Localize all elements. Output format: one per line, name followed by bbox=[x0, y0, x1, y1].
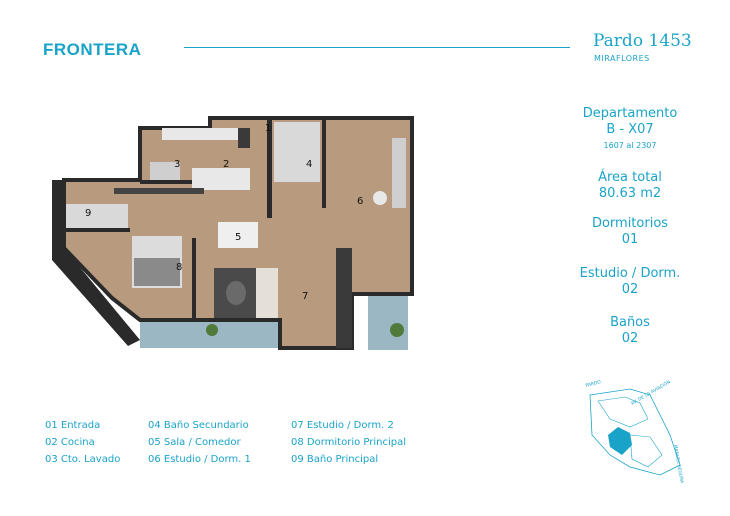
block-outline bbox=[630, 435, 662, 467]
project-name: Pardo 1453 bbox=[593, 31, 692, 51]
legend-col-2 bbox=[148, 417, 251, 468]
unit-block bbox=[560, 106, 700, 150]
legend-col-3 bbox=[291, 417, 406, 468]
street-label: AV. DE LA AVIACIÓN bbox=[630, 380, 672, 407]
spec-value: 02 bbox=[621, 282, 639, 297]
coffee-table bbox=[226, 281, 246, 305]
study-desk bbox=[392, 138, 406, 208]
terrace-right bbox=[368, 294, 408, 350]
fridge bbox=[238, 128, 250, 148]
project-district: MIRAFLORES bbox=[594, 54, 650, 63]
spec-study bbox=[560, 266, 700, 298]
room-number: 5 bbox=[235, 232, 242, 243]
floor-plan bbox=[52, 108, 422, 353]
room-number: 7 bbox=[302, 291, 309, 302]
spec-label: Baños bbox=[610, 315, 650, 330]
spec-label: Estudio / Dorm. bbox=[579, 266, 681, 281]
spec-value: 02 bbox=[621, 331, 639, 346]
unit-code: B - X07 bbox=[606, 122, 654, 137]
room-number: 2 bbox=[223, 159, 230, 170]
unit-floors: 1607 al 2307 bbox=[603, 141, 657, 150]
legend-col-1 bbox=[45, 417, 120, 468]
wall bbox=[64, 228, 130, 232]
legend-item: 09 Baño Principal bbox=[291, 454, 379, 465]
column bbox=[336, 248, 352, 348]
header-divider bbox=[184, 47, 570, 48]
location-keymap bbox=[570, 375, 695, 485]
spec-label: Área total bbox=[598, 170, 662, 185]
legend-item: 03 Cto. Lavado bbox=[45, 454, 121, 465]
kitchen-counter bbox=[162, 128, 238, 140]
spec-area bbox=[560, 170, 700, 202]
plant bbox=[206, 324, 218, 336]
spec-label: Dormitorios bbox=[591, 216, 669, 231]
unit-highlight bbox=[608, 427, 632, 455]
legend-item: 01 Entrada bbox=[45, 420, 101, 431]
street-label: MANUEL SEGURA bbox=[672, 444, 684, 484]
legend-item: 07 Estudio / Dorm. 2 bbox=[291, 420, 394, 431]
room-number: 3 bbox=[174, 159, 181, 170]
spec-baths bbox=[560, 315, 700, 347]
spec-value: 80.63 m2 bbox=[598, 186, 662, 201]
room-number: 6 bbox=[357, 196, 364, 207]
room-number: 9 bbox=[85, 208, 92, 219]
sofa bbox=[256, 268, 278, 318]
chair bbox=[373, 191, 387, 205]
legend-item: 06 Estudio / Dorm. 1 bbox=[148, 454, 251, 465]
bath-principal-floor bbox=[66, 204, 128, 228]
legend-item: 04 Baño Secundario bbox=[148, 420, 249, 431]
bath-secondary-floor bbox=[274, 122, 320, 182]
unit-title: Departamento bbox=[582, 106, 678, 121]
brand-logo: FRONTERA bbox=[43, 40, 142, 59]
bedspread bbox=[134, 258, 183, 286]
spec-bedrooms bbox=[560, 216, 700, 248]
room-number: 4 bbox=[306, 159, 313, 170]
room-number: 8 bbox=[176, 262, 183, 273]
legend-item: 05 Sala / Comedor bbox=[148, 437, 241, 448]
room-number: 1 bbox=[265, 123, 272, 134]
wardrobe bbox=[114, 188, 204, 194]
kitchen-island bbox=[192, 168, 250, 190]
plant bbox=[390, 323, 404, 337]
wall bbox=[322, 118, 326, 208]
spec-value: 01 bbox=[621, 232, 639, 247]
legend-item: 02 Cocina bbox=[45, 437, 95, 448]
legend-item: 08 Dormitorio Principal bbox=[291, 437, 407, 448]
street-label: PARDO bbox=[585, 380, 602, 389]
wall bbox=[192, 238, 196, 318]
